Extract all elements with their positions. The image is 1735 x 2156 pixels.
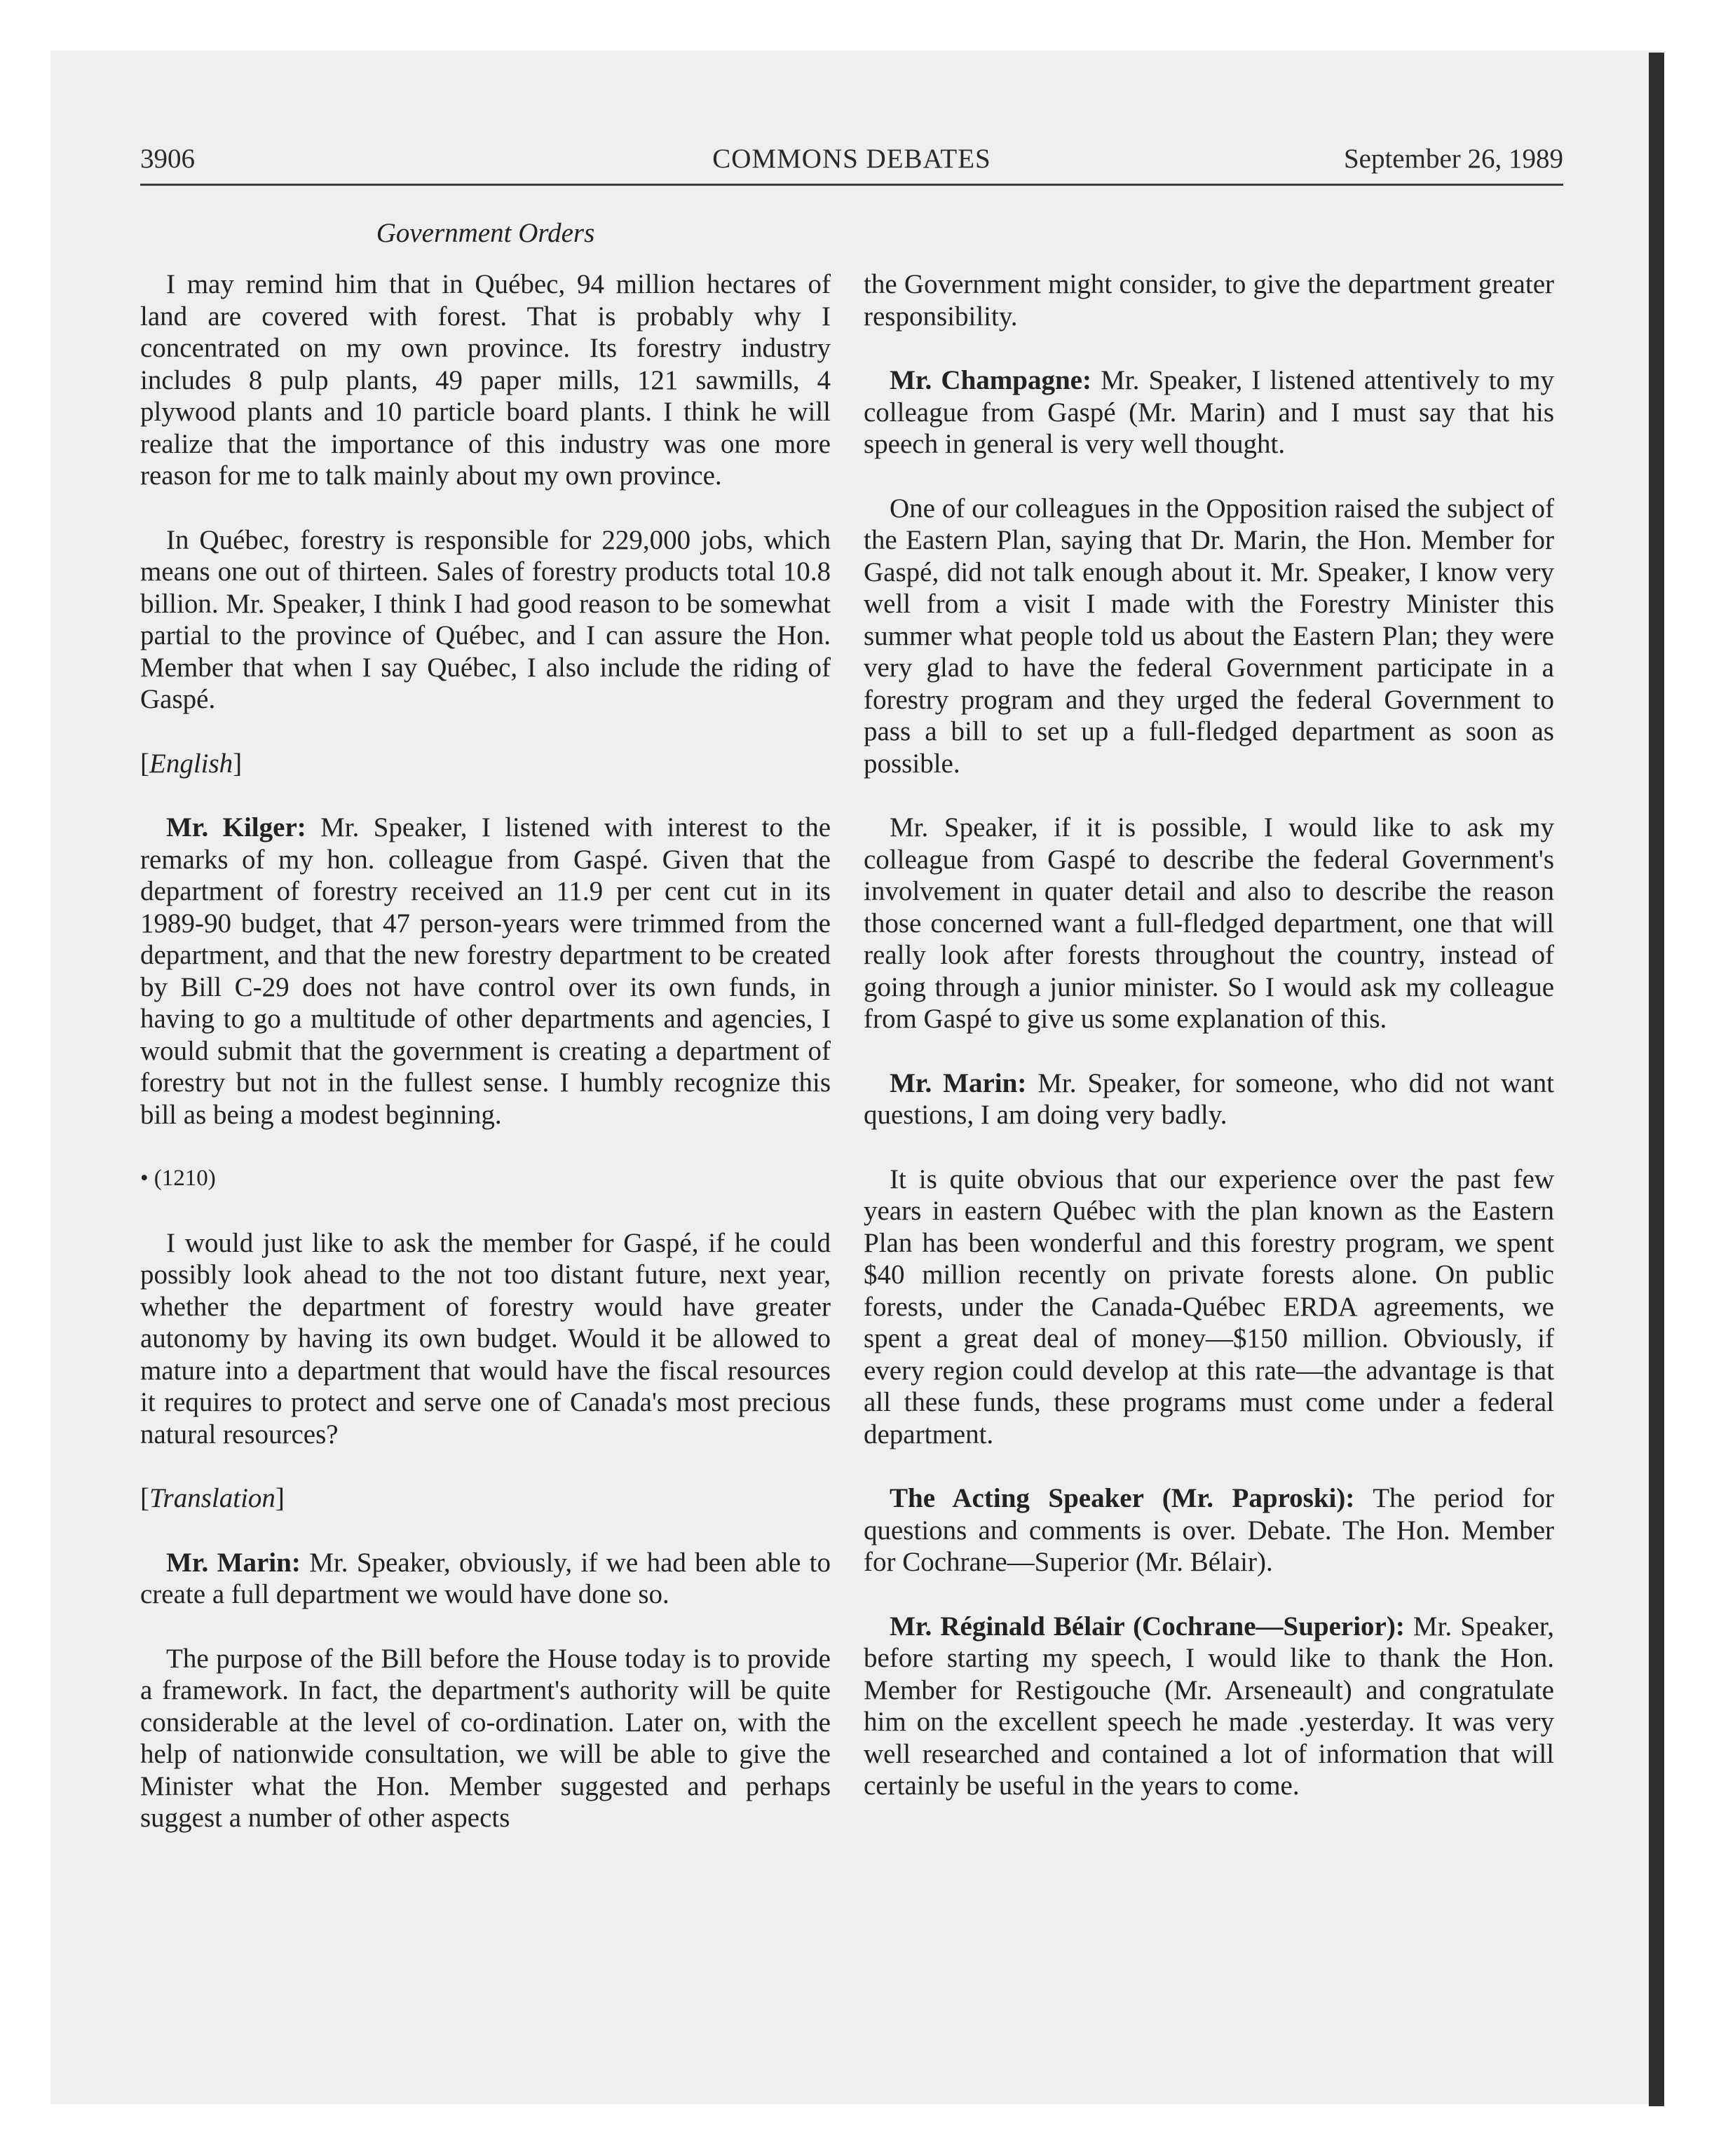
page-date: September 26, 1989 xyxy=(1343,144,1563,174)
speech xyxy=(864,1611,1554,1802)
header-rule xyxy=(140,184,1563,186)
paragraph: The purpose of the Bill before the House today is to provide a framework. In fact, the department's authority will be quite considerable at the level of co-ordination. Later on, with the help of nationwide consultation, we will be able to give the Minister what the Hon. Member suggested and perhaps suggest a number of other aspects xyxy=(140,1643,831,1833)
language-label: Translation xyxy=(149,1483,275,1513)
paragraph: It is quite obvious that our experience over the past few years in eastern Québec with the plan known as the Eastern Plan has been wonderful and this forestry program, we spent $40 million recently on private forests alone. On public forests, under the Canada-Québec ERDA agreements, we spent a great deal of money—$150 million. Obviously, if every region could develop at this rate—the advantage is that all these funds, these programs must come under a federal department. xyxy=(864,1164,1554,1449)
left-column xyxy=(140,268,831,1867)
speaker-name: Mr. Kilger: xyxy=(166,812,306,842)
page-number: 3906 xyxy=(140,144,195,174)
paragraph: I would just like to ask the member for Gaspé, if he could possibly look ahead to the not too distant future, next year, whether the department of forestry would have greater autonomy by having its own budget. Would it be allowed to mature into a department that would have the fiscal resources it requires to protect and serve one of Canada's most precious natural resources? xyxy=(140,1227,831,1449)
paragraph: Mr. Speaker, if it is possible, I would like to ask my colleague from Gaspé to describe the federal Government's involvement in quater detail and also to describe the reason those concerned want a full-fledged department, one that will really look after forests throughout the country, instead of going through a junior minister. So I would ask my colleague from Gaspé to give us some explanation of this. xyxy=(864,812,1554,1034)
section-title: Government Orders xyxy=(376,218,595,248)
language-tag: [Translation] xyxy=(140,1483,285,1513)
time-marker: • (1210) xyxy=(140,1166,216,1191)
speech xyxy=(140,812,831,1131)
speaker-name: The Acting Speaker (Mr. Paproski): xyxy=(890,1483,1355,1513)
paragraph: In Québec, forestry is responsible for 229,000 jobs, which means one out of thirteen. Sales of forestry products total 10.8 billion. Mr. Speaker, I think I had good reason to be somewhat partial to the province of Québec, and I can assure the Hon. Member that when I say Québec, I also include the riding of Gaspé. xyxy=(140,524,831,714)
page-header xyxy=(140,143,1563,185)
speech xyxy=(864,364,1554,460)
speech xyxy=(864,1482,1554,1578)
paragraph: the Government might consider, to give the department greater responsibility. xyxy=(864,269,1554,332)
right-column xyxy=(864,268,1554,1834)
speaker-name: Mr. Marin: xyxy=(166,1547,301,1578)
paragraph: I may remind him that in Québec, 94 million hectares of land are covered with forest. That is probably why I concentrated on my own province. Its forestry industry includes 8 pulp plants, 49 paper mills, 121 sawmills, 4 plywood plants and 10 particle board plants. I think he will realize that the importance of this industry was one more reason for me to talk mainly about my own province. xyxy=(140,269,831,491)
speech xyxy=(140,1547,831,1611)
speech-text: Mr. Speaker, obviously, if we had been able to create a full department we would have done so. xyxy=(140,1547,831,1609)
speech-text: Mr. Speaker, I listened with interest to the remarks of my hon. colleague from Gaspé. Given that the department of forestry received an 11.9 per cent cut in its 1989-90 budget, that 47 person-years were trimmed from the department, and that the new forestry department to be created by Bill C-29 does not have control over its own funds, in having to go a multitude of other departments and agencies, I would submit that the government is creating a department of forestry but not in the fullest sense. I humbly recognize this bill as being a modest beginning. xyxy=(140,812,831,1130)
speech-text: Mr. Speaker, before starting my speech, I would like to thank the Hon. Member for Restigouche (Mr. Arseneault) and congratulate him on the excellent speech he made .yesterday. It was very well researched and contained a lot of information that will certainly be useful in the years to come. xyxy=(864,1611,1555,1801)
publication-title: COMMONS DEBATES xyxy=(712,144,991,174)
language-label: English xyxy=(149,748,233,779)
speech xyxy=(864,1067,1554,1131)
speaker-name: Mr. Marin: xyxy=(890,1067,1027,1098)
speech-text: The period for questions and comments is over. Debate. The Hon. Member for Cochrane—Superior (Mr. Bélair). xyxy=(864,1483,1555,1577)
speaker-name: Mr. Réginald Bélair (Cochrane—Superior): xyxy=(890,1611,1405,1642)
speaker-name: Mr. Champagne: xyxy=(890,365,1091,395)
speech-text: Mr. Speaker, for someone, who did not want questions, I am doing very badly. xyxy=(864,1067,1554,1130)
speech-text: Mr. Speaker, I listened attentively to my colleague from Gaspé (Mr. Marin) and I must say that his speech in general is very well thought. xyxy=(864,365,1555,459)
paragraph: One of our colleagues in the Opposition raised the subject of the Eastern Plan, saying that Dr. Marin, the Hon. Member for Gaspé, did not talk enough about it. Mr. Speaker, I know very well from a visit I made with the Forestry Minister this summer what people told us about the Eastern Plan; they were very glad to have the federal Government participate in a forestry program and they urged the federal Government to pass a bill to set up a full-fledged department as soon as possible. xyxy=(864,493,1554,779)
scan-edge-shadow xyxy=(1649,53,1664,2106)
language-tag: [English] xyxy=(140,748,243,779)
